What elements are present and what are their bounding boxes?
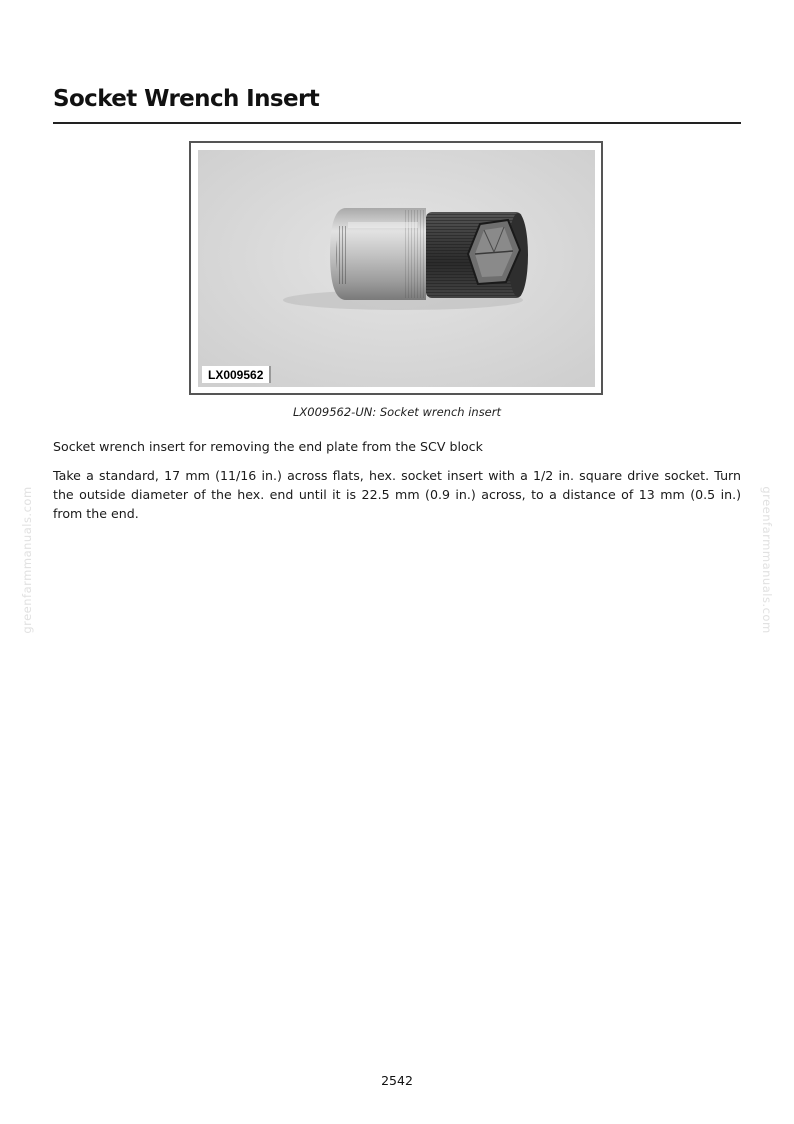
watermark-right: greenfarmmanuals.com [760,486,774,634]
photo-reference-label: LX009562 [202,366,271,383]
title-rule [53,122,741,124]
watermark-left: greenfarmmanuals.com [20,486,34,634]
socket-wrench-insert-image [198,150,595,387]
paragraph-instructions: Take a standard, 17 mm (11/16 in.) across flats, hex. socket insert with a 1/2 in. square drive socket. Turn the outside diameter of the hex. end until it is 22.5 mm (0.9 in.) across, to a distance of 13 mm (0.5 in.) from the end. [53,468,741,521]
paragraph-intro: Socket wrench insert for removing the end plate from the SCV block [53,439,483,454]
page-title: Socket Wrench Insert [53,86,320,112]
figure-caption: LX009562-UN: Socket wrench insert [293,405,501,419]
figure-frame [189,141,603,395]
page-number: 2542 [381,1073,413,1088]
socket-photo [198,150,595,387]
